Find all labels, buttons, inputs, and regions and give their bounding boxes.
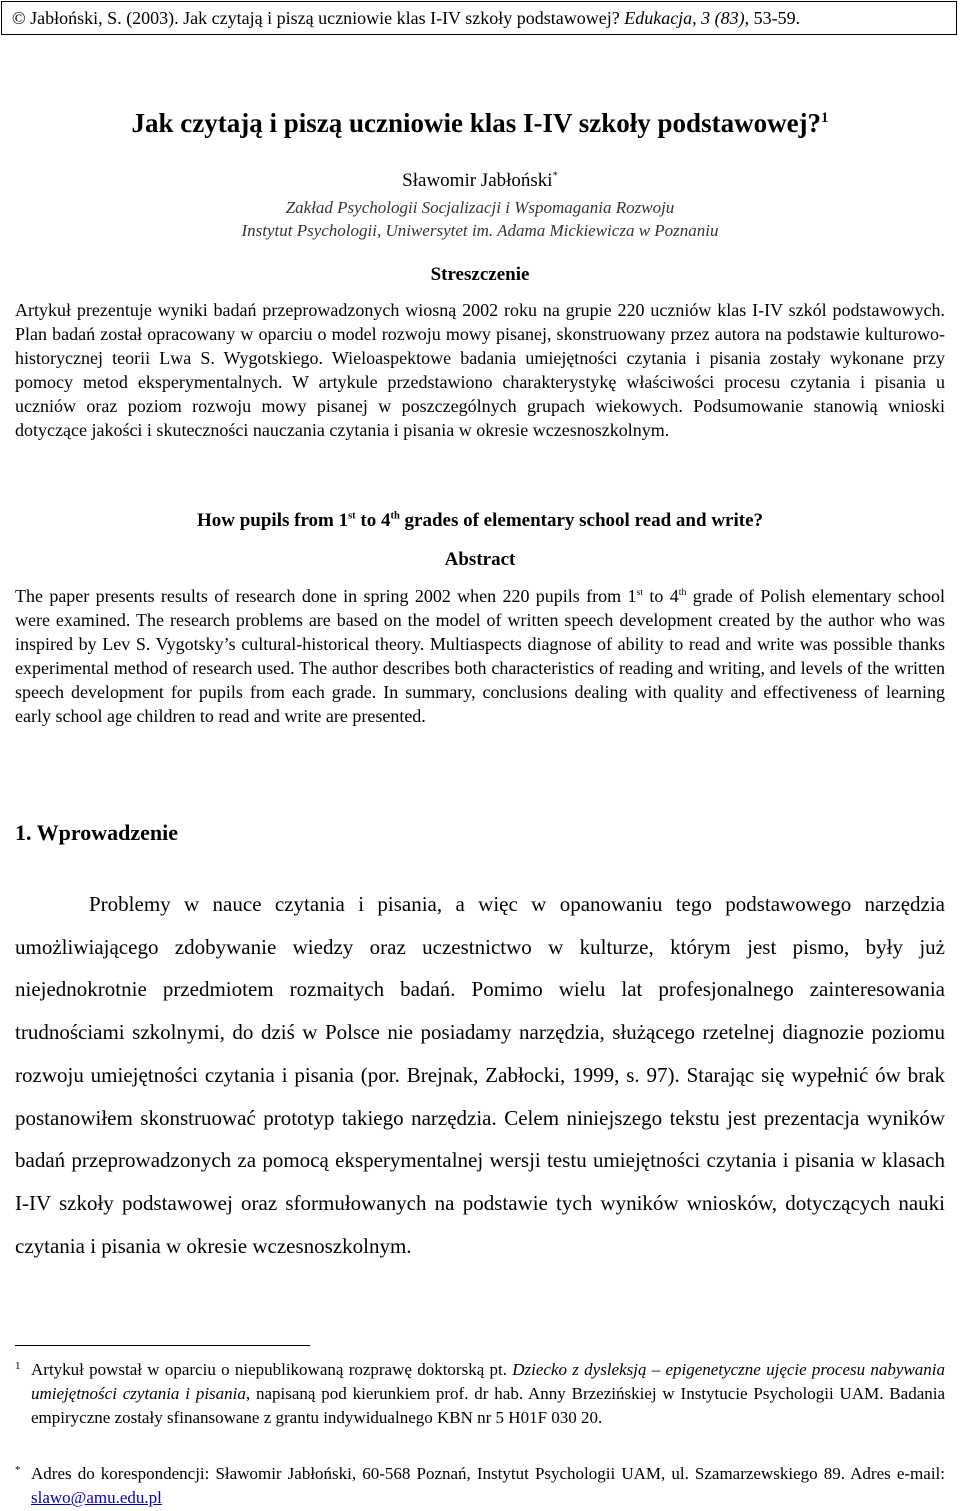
section-1-text: Problemy w nauce czytania i pisania, a więc w opanowaniu tego podstawowego narzędzia umożliwiającego zdobywanie wiedzy oraz uczestnictwo w kulturze, którym jest pismo, były już niejednokrotnie przedmiotem rozmaitych badań. Pomimo wielu lat profesjonalnego zainteresowania trudnościami szkolnymi, do dziś w Polsce nie posiadamy narzędzia, służącego rzetelnej diagnozie poziomu rozwoju umiejętności czytania i pisania (por. Brejnak, Zabłocki, 1999, s. 97). Starając się wypełnić ów brak postanowiłem skonstruować prototyp takiego narzędzia. Celem niniejszego tekstu jest prezentacja wyników badań przeprowadzonych za pomocą eksperymentalnej wersji testu umiejętności czytania i pisania w klasach I-IV szkoły podstawowej oraz sformułowanych na podstawie tych wyników wniosków, dotyczących nauki czytania i pisania w okresie wczesnoszkolnym. bbox=[15, 892, 945, 1258]
english-title-part-2: to 4 bbox=[355, 510, 391, 531]
footnote-1-italic-title: Dziecko z dysleksją – epigenetyczne ujęcie procesu nabywania umiejętności czytania i pisania bbox=[31, 1360, 945, 1403]
streszczenie-heading: Streszczenie bbox=[430, 264, 530, 285]
footnote-2-mark: * bbox=[15, 1464, 21, 1476]
footnote-2 bbox=[15, 1462, 945, 1510]
affiliation-line-2: Instytut Psychologii, Uniwersytet im. Adama Mickiewicza w Poznaniu bbox=[241, 221, 719, 240]
email-link[interactable]: slawo@amu.edu.pl bbox=[31, 1488, 162, 1507]
english-title-sup-2: th bbox=[390, 510, 400, 522]
author-footnote-mark: * bbox=[552, 170, 558, 182]
abstract-sup-2: th bbox=[678, 587, 687, 598]
citation-prefix: © Jabłoński, S. (2003). Jak czytają i piszą uczniowie klas I-IV szkoły podstawowej? bbox=[12, 8, 625, 28]
english-title-part-3: grades of elementary school read and write? bbox=[399, 510, 764, 531]
footnote-1-part-2: , napisaną pod kierunkiem prof. dr hab. Anny Brzezińskiej w Instytucie Psychologii UAM. Badania empiryczne zostały sfinansowane z grantu indywidualnego KBN nr 5 H01F 030 20. bbox=[31, 1384, 946, 1427]
citation-box bbox=[1, 1, 957, 35]
abstract-part-1: The paper presents results of research done in spring 2002 when 220 pupils from 1 bbox=[15, 586, 637, 606]
streszczenie-text: Artykuł prezentuje wyniki badań przeprowadzonych wiosną 2002 roku na grupie 220 uczniów klas I-IV szkól podstawowych. Plan badań został opracowany w oparciu o model rozwoju mowy pisanej, skonstruowany przez autora na podstawie kulturowo-historycznej teorii Lwa S. Wygotskiego. Wieloaspektowe badania umiejętności czytania i pisania zostały wykonane przy pomocy metod eksperymentalnych. W artykule przedstawiono charakterystykę właściwości procesu czytania i pisania u uczniów oraz poziom rozwoju mowy pisanej w poszczególnych grupach wiekowych. Podsumowanie stanowią wnioski dotyczące jakości i skuteczności nauczania czytania i pisania w okresie wczesnoszkolnym. bbox=[15, 300, 945, 440]
citation-suffix: , 53-59. bbox=[744, 8, 801, 28]
section-1-heading: 1. Wprowadzenie bbox=[15, 820, 178, 845]
footnote-1-body bbox=[31, 1358, 945, 1430]
english-title-sup-1: st bbox=[348, 510, 356, 522]
abstract-sup-1: st bbox=[636, 587, 644, 598]
citation-journal: Edukacja, 3 (83) bbox=[624, 8, 745, 28]
abstract-heading: Abstract bbox=[444, 549, 516, 570]
paper-title bbox=[0, 108, 960, 139]
footnote-1-mark: 1 bbox=[15, 1360, 21, 1372]
footnote-2-body bbox=[31, 1462, 945, 1510]
english-title-part-1: How pupils from 1 bbox=[196, 510, 349, 531]
footnote-2-text: Adres do korespondencji: Sławomir Jabłoński, 60-568 Poznań, Instytut Psychologii UAM, ul. Szamarzewskiego 89. Adres e-mail: bbox=[31, 1464, 945, 1483]
affiliation-line-1: Zakład Psychologii Socjalizacji i Wspomagania Rozwoju bbox=[285, 198, 675, 217]
author-name bbox=[0, 170, 960, 192]
footnote-1-part-1: Artykuł powstał w oparciu o niepublikowaną rozprawę doktorską pt. bbox=[31, 1360, 513, 1379]
footnote-1 bbox=[15, 1358, 945, 1430]
abstract-text bbox=[15, 584, 945, 728]
abstract-part-2: to 4 bbox=[643, 586, 679, 606]
title-footnote-mark: 1 bbox=[821, 110, 829, 126]
author-name-text: Sławomir Jabłoński bbox=[402, 170, 553, 191]
abstract-part-3: grade of Polish elementary school were examined. The research problems are based on the model of written speech development created by the author who was inspired by Lev S. Vygotsky’s cultural-historical theory. Multiaspects diagnose of ability to read and write was possible thanks experimental method of research used. The author describes both characteristics of reading and writing, and levels of the written speech development for pupils from each grade. In summary, conclusions dealing with quality and effectiveness of learning early school age children to read and write are presented. bbox=[15, 586, 945, 726]
english-title bbox=[0, 510, 960, 532]
paper-title-text: Jak czytają i piszą uczniowie klas I-IV szkoły podstawowej? bbox=[131, 108, 822, 138]
footnote-divider bbox=[15, 1345, 310, 1346]
